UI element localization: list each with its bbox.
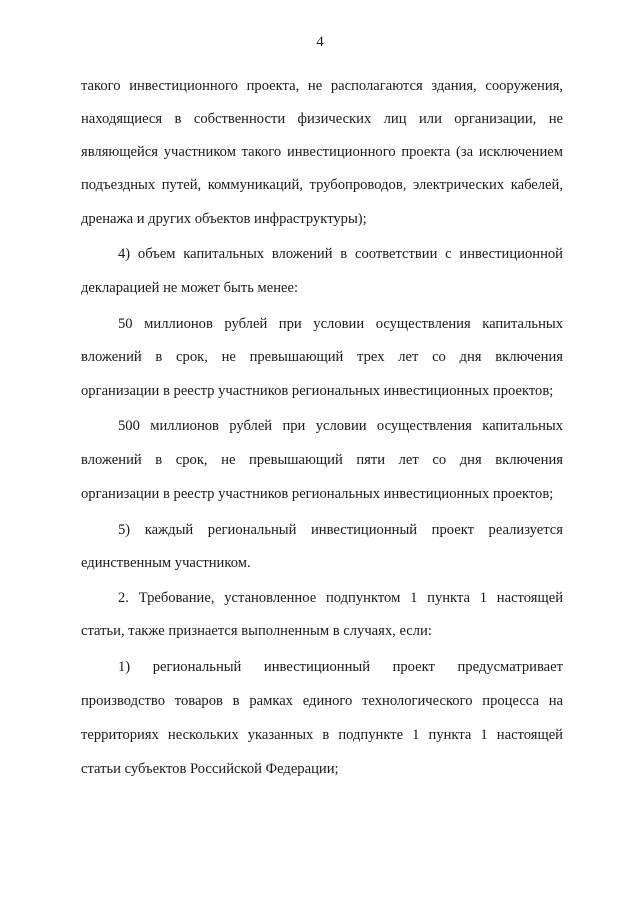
text-line: 1) региональный инвестиционный проект предусматривает bbox=[118, 659, 563, 675]
text-line: организации в реестр участников региональных инвестиционных проектов; bbox=[81, 486, 554, 502]
text-line: 500 миллионов рублей при условии осуществления капитальных bbox=[118, 418, 563, 434]
text-line: являющейся участником такого инвестиционного проекта (за исключением bbox=[81, 144, 563, 160]
text-line: организации в реестр участников региональных инвестиционных проектов; bbox=[81, 383, 554, 399]
text-line: вложений в срок, не превышающий пяти лет со дня включения bbox=[81, 452, 563, 468]
page-number: 4 bbox=[316, 34, 324, 50]
text-line: декларацией не может быть менее: bbox=[81, 280, 299, 296]
text-line: подъездных путей, коммуникаций, трубопроводов, электрических кабелей, bbox=[81, 177, 563, 193]
text-line: дренажа и других объектов инфраструктуры); bbox=[81, 211, 367, 227]
text-line: находящиеся в собственности физических лиц или организации, не bbox=[81, 111, 563, 127]
text-line: 4) объем капитальных вложений в соответствии с инвестиционной bbox=[118, 246, 563, 262]
text-line: территориях нескольких указанных в подпункте 1 пункта 1 настоящей bbox=[81, 727, 563, 743]
text-line: вложений в срок, не превышающий трех лет со дня включения bbox=[81, 349, 563, 365]
text-line: единственным участником. bbox=[81, 555, 251, 571]
text-line: производство товаров в рамках единого технологического процесса на bbox=[81, 693, 563, 709]
text-line: статьи, также признается выполненным в случаях, если: bbox=[81, 623, 432, 639]
text-line: 50 миллионов рублей при условии осуществления капитальных bbox=[118, 316, 563, 332]
text-line: 2. Требование, установленное подпунктом 1 пункта 1 настоящей bbox=[118, 590, 563, 606]
text-line: статьи субъектов Российской Федерации; bbox=[81, 761, 339, 777]
text-line: такого инвестиционного проекта, не располагаются здания, сооружения, bbox=[81, 78, 563, 94]
text-line: 5) каждый региональный инвестиционный проект реализуется bbox=[118, 522, 563, 538]
